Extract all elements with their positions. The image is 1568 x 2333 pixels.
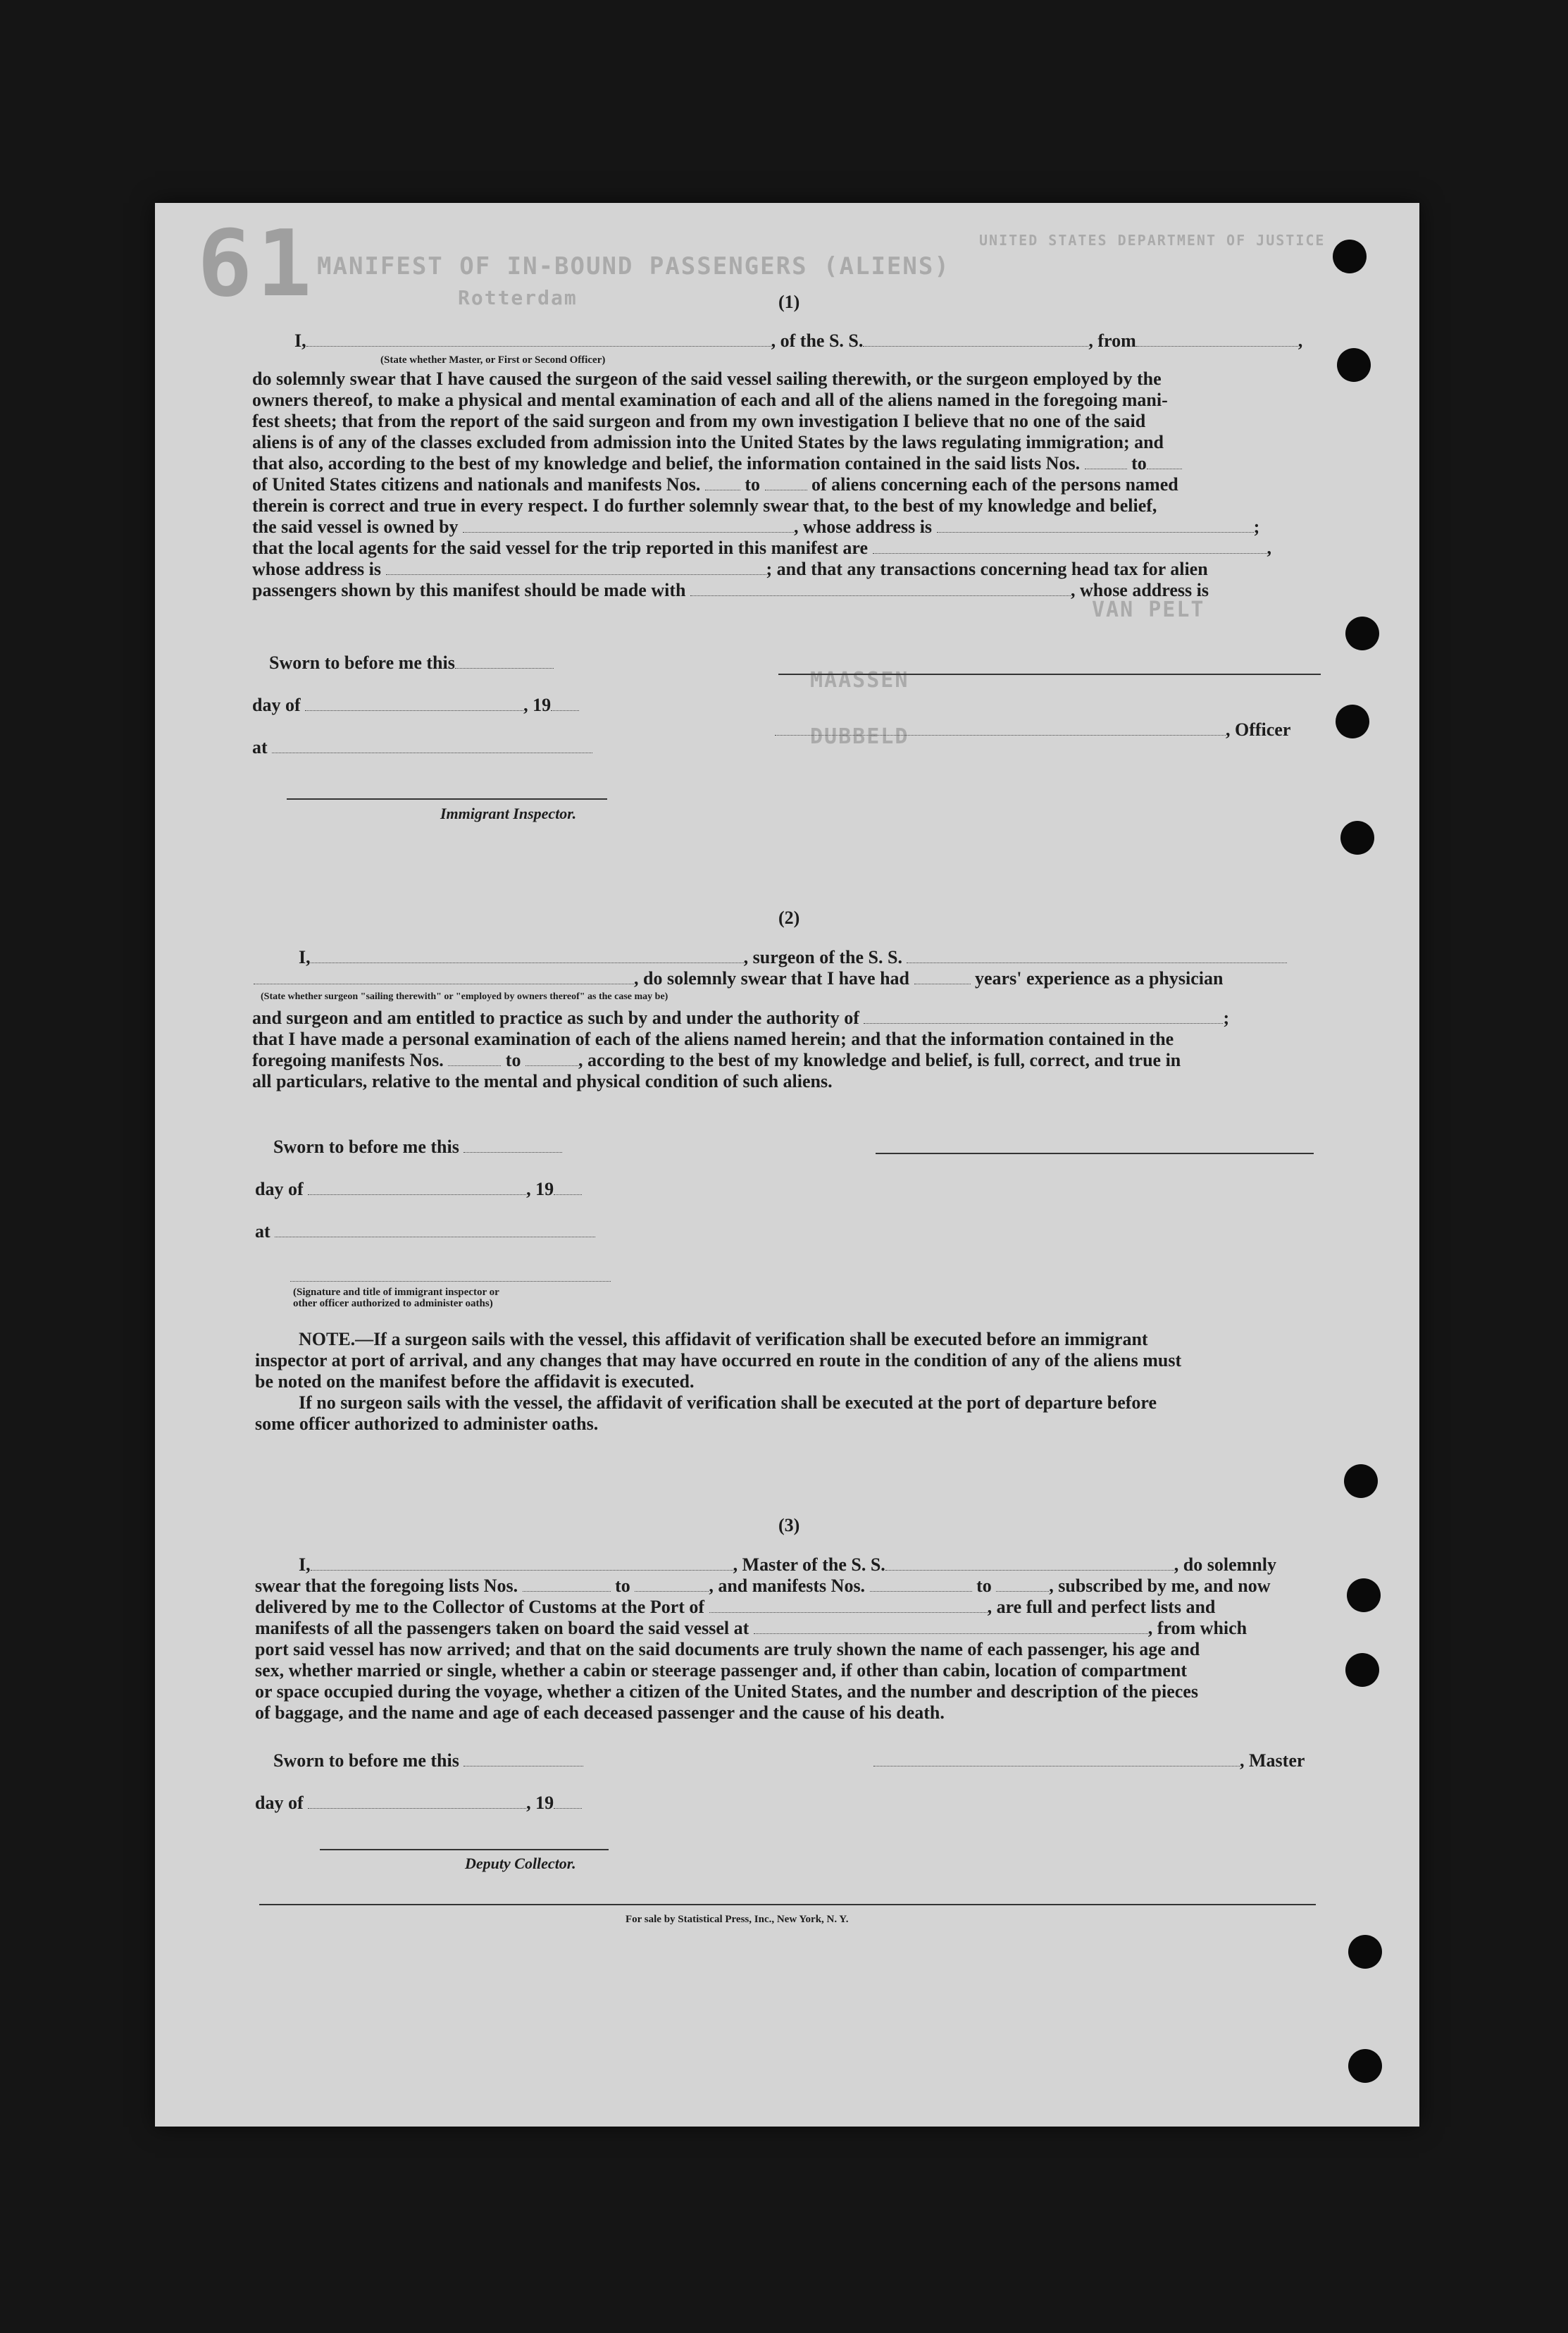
- master-signature-line: , Master: [873, 1750, 1305, 1771]
- sworn-line: Sworn to before me this: [273, 1750, 583, 1771]
- section-2-text: and surgeon and am entitled to practice as such by and under the authority of ;: [252, 1008, 1230, 1028]
- boarding-port-field[interactable]: [754, 1619, 1148, 1634]
- sworn-line: Sworn to before me this: [273, 1137, 562, 1158]
- vessel-name-field[interactable]: [863, 332, 1088, 347]
- punch-hole: [1348, 1935, 1382, 1969]
- officer-signature-field[interactable]: [775, 721, 1226, 736]
- customs-port-field[interactable]: [709, 1598, 988, 1613]
- punch-hole: [1348, 2049, 1382, 2083]
- bleed-title: MANIFEST OF IN-BOUND PASSENGERS (ALIENS): [317, 252, 950, 280]
- owner-field[interactable]: [463, 518, 794, 533]
- surgeon-name-field[interactable]: [311, 948, 744, 963]
- section-1-text: passengers shown by this manifest should be made with , whose address is: [252, 580, 1209, 600]
- section-3-text: delivered by me to the Collector of Customs at the Port of , are full and perfect lists and: [255, 1597, 1216, 1617]
- signature-line: [778, 674, 1321, 675]
- surgeon-at-place-field[interactable]: [275, 1223, 595, 1237]
- section-1-text: owners thereof, to make a physical and mental examination of each and all of the aliens named in the foregoing mani-: [252, 390, 1168, 410]
- section-3-text: of baggage, and the name and age of each deceased passenger and the cause of his death.: [255, 1702, 945, 1723]
- surgeon-type-field[interactable]: [254, 970, 634, 984]
- master-year-field[interactable]: [554, 1794, 582, 1809]
- section-2-line-2: , do solemnly swear that I have had years' experience as a physician: [254, 968, 1223, 989]
- section-2-heading: (2): [778, 908, 800, 928]
- note-text: some officer authorized to administer oaths.: [255, 1413, 599, 1434]
- lists-to-field[interactable]: [1147, 454, 1182, 469]
- collector-signature-line: [320, 1849, 609, 1850]
- section-3-line-2: swear that the foregoing lists Nos. to , and manifests Nos. to , subscribed by me, and now: [255, 1576, 1271, 1596]
- punch-hole: [1333, 240, 1367, 273]
- surgeon-year-field[interactable]: [554, 1180, 582, 1195]
- section-1-text: whose address is ; and that any transactions concerning head tax for alien: [252, 559, 1208, 579]
- at-line: at: [255, 1221, 595, 1242]
- section-2-text: that I have made a personal examination of each of the aliens named herein; and that the information contained in the: [252, 1029, 1174, 1049]
- footer-rule: [259, 1904, 1316, 1905]
- punch-hole: [1345, 1653, 1379, 1687]
- inspector-signature-line: [287, 798, 607, 800]
- head-tax-party-field[interactable]: [690, 581, 1071, 596]
- year-field[interactable]: [551, 696, 579, 711]
- bleed-department: UNITED STATES DEPARTMENT OF JUSTICE: [979, 232, 1326, 249]
- master-lists-from-field[interactable]: [523, 1577, 611, 1592]
- surgeon-manifests-to-field[interactable]: [525, 1051, 578, 1066]
- master-manifests-to-field[interactable]: [996, 1577, 1049, 1592]
- inspector-label: Immigrant Inspector.: [440, 805, 577, 822]
- bleed-port: Rotterdam: [458, 286, 578, 309]
- bleed-row: DUBBELD: [810, 724, 909, 749]
- surgeon-sworn-date-field[interactable]: [463, 1138, 562, 1153]
- departure-port-field[interactable]: [1136, 332, 1298, 347]
- officer-signature-line: , Officer: [775, 719, 1290, 741]
- section-3-line-1: I, , Master of the S. S. , do solemnly: [299, 1554, 1276, 1575]
- section-3-text: port said vessel has now arrived; and that on the said documents are truly shown the name of each passenger, his age and: [255, 1639, 1200, 1659]
- punch-hole: [1344, 1464, 1378, 1498]
- years-experience-field[interactable]: [914, 970, 971, 984]
- master-signature-field[interactable]: [873, 1752, 1240, 1766]
- manifests-to-field[interactable]: [765, 476, 807, 490]
- officer-rank-hint: (State whether Master, or First or Second Officer): [380, 354, 606, 366]
- printer-credit: For sale by Statistical Press, Inc., New York, N. Y.: [626, 1914, 849, 1925]
- section-3-text: manifests of all the passengers taken on board the said vessel at , from which: [255, 1618, 1247, 1638]
- day-of-field[interactable]: [305, 696, 523, 711]
- punch-hole: [1337, 348, 1371, 382]
- section-1-text: do solemnly swear that I have caused the surgeon of the said vessel sailing therewith, or the surgeon employed by the: [252, 369, 1162, 389]
- sworn-date-field[interactable]: [455, 654, 554, 669]
- local-agents-field[interactable]: [873, 539, 1267, 554]
- manifest-page: [155, 203, 1419, 2127]
- section-3-text: or space occupied during the voyage, whether a citizen of the United States, and the number and description of the pieces: [255, 1681, 1198, 1702]
- surgeon-signature-line: [876, 1153, 1314, 1154]
- manifests-from-field[interactable]: [705, 476, 740, 490]
- section-2-line-1: I, , surgeon of the S. S.: [299, 947, 1287, 968]
- section-1-text: aliens is of any of the classes excluded from admission into the United States by the laws regulating immigration; and: [252, 432, 1164, 452]
- owner-address-field[interactable]: [937, 518, 1254, 533]
- bleed-page-number: 61: [197, 210, 316, 317]
- at-line: at: [252, 737, 592, 758]
- section-1-text: therein is correct and true in every respect. I do further solemnly swear that, to the best of my knowledge and belief,: [252, 495, 1157, 516]
- section-1-text: fest sheets; that from the report of the said surgeon and from my own investigation I believe that no one of the said: [252, 411, 1146, 431]
- master-vessel-field[interactable]: [885, 1556, 1174, 1571]
- master-sworn-date-field[interactable]: [463, 1752, 583, 1766]
- section-2-text: foregoing manifests Nos. to , according to the best of my knowledge and belief, is full, correct, and true in: [252, 1050, 1181, 1070]
- master-lists-to-field[interactable]: [635, 1577, 709, 1592]
- inspector-signature-line: [290, 1281, 611, 1282]
- surgeon-vessel-field[interactable]: [907, 948, 1287, 963]
- punch-hole: [1345, 617, 1379, 650]
- section-1-text: that also, according to the best of my knowledge and belief, the information contained in the said lists Nos. to: [252, 453, 1182, 474]
- day-of-line: day of , 19: [255, 1179, 582, 1200]
- section-3-heading: (3): [778, 1515, 800, 1535]
- punch-hole: [1347, 1578, 1381, 1612]
- section-3-text: sex, whether married or single, whether a cabin or steerage passenger and, if other than cabin, location of compartment: [255, 1660, 1187, 1681]
- note-text: NOTE.—If a surgeon sails with the vessel, this affidavit of verification shall be executed before an immigrant: [299, 1329, 1148, 1349]
- collector-label: Deputy Collector.: [465, 1855, 576, 1872]
- section-1-line-1: I, , of the S. S. , from ,: [294, 330, 1303, 351]
- surgeon-day-of-field[interactable]: [308, 1180, 526, 1195]
- day-of-line: day of , 19: [252, 695, 579, 716]
- master-day-of-field[interactable]: [308, 1794, 526, 1809]
- note-text: If no surgeon sails with the vessel, the affidavit of verification shall be executed at the port of departure before: [299, 1392, 1157, 1413]
- authority-field[interactable]: [864, 1009, 1223, 1024]
- master-manifests-from-field[interactable]: [870, 1577, 972, 1592]
- note-text: be noted on the manifest before the affidavit is executed.: [255, 1371, 695, 1392]
- bleed-row: MAASSEN: [810, 668, 909, 693]
- agents-address-field[interactable]: [386, 560, 766, 575]
- inspector-signature-hint: (Signature and title of immigrant inspector or other officer authorized to administer oaths): [293, 1287, 499, 1309]
- section-2-text: all particulars, relative to the mental and physical condition of such aliens.: [252, 1071, 833, 1091]
- sworn-line: Sworn to before me this: [269, 652, 554, 674]
- master-name-field[interactable]: [311, 1556, 733, 1571]
- section-1-heading: (1): [778, 292, 800, 312]
- bleed-row: VAN PELT: [1092, 598, 1205, 622]
- day-of-line: day of , 19: [255, 1793, 582, 1814]
- surgeon-manifests-from-field[interactable]: [448, 1051, 501, 1066]
- surgeon-type-hint: (State whether surgeon "sailing therewith" or "employed by owners thereof" as the case may be): [261, 991, 668, 1002]
- lists-from-field[interactable]: [1085, 454, 1127, 469]
- section-1-text: that the local agents for the said vessel for the trip reported in this manifest are ,: [252, 538, 1272, 558]
- officer-name-field[interactable]: [306, 332, 771, 347]
- punch-hole: [1336, 705, 1369, 738]
- section-1-text: the said vessel is owned by , whose address is ;: [252, 516, 1260, 537]
- punch-hole: [1340, 821, 1374, 855]
- section-1-text: of United States citizens and nationals and manifests Nos. to of aliens concerning each of the persons named: [252, 474, 1178, 495]
- note-text: inspector at port of arrival, and any changes that may have occurred en route in the condition of any of the aliens must: [255, 1350, 1182, 1370]
- at-place-field[interactable]: [272, 738, 592, 753]
